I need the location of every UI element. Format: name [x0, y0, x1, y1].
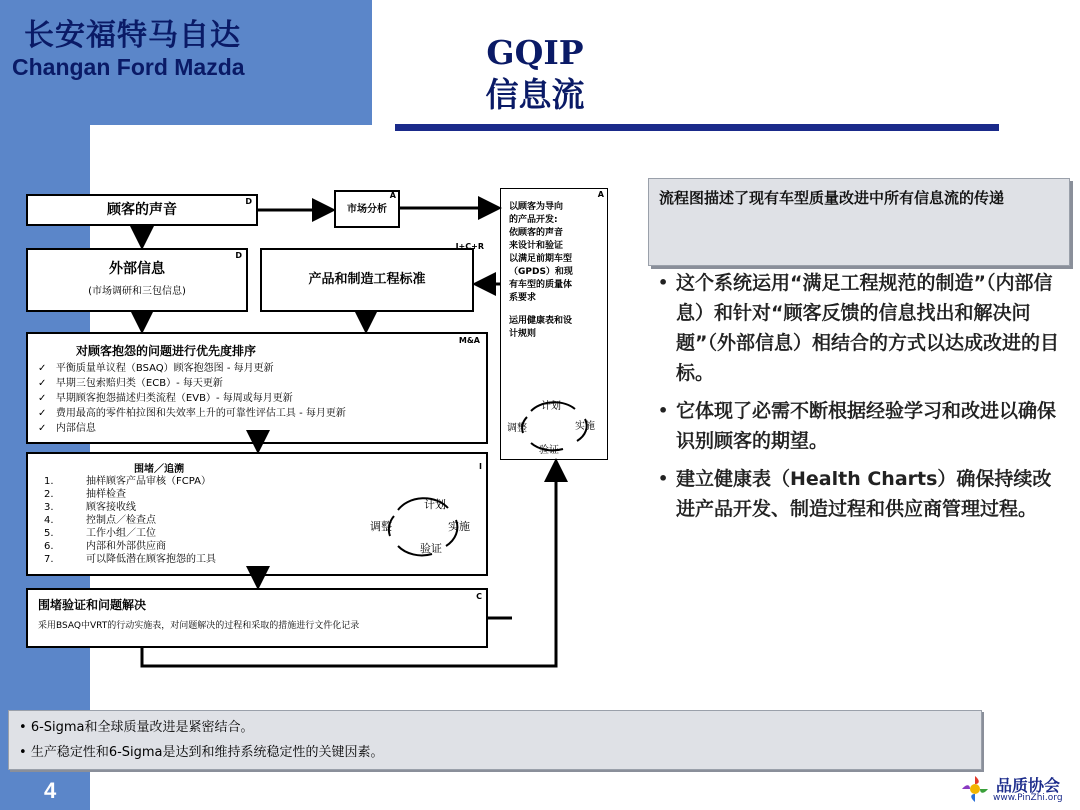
containment-item: 2. 抽样检查: [44, 489, 126, 500]
containment-tag: I: [479, 462, 482, 471]
loop-line-feedback: [142, 464, 556, 666]
watermark-name: 品质协会: [996, 776, 1061, 795]
priority-item: ✓ 早期顾客抱怨描述归类流程（EVB）- 每周或每月更新: [38, 393, 293, 404]
diagram-description-box: 流程图描述了现有车型质量改进中所有信息流的传递: [648, 178, 1070, 266]
verification-text: 采用BSAQ中VRT的行动实施表，对问题解决的过程和采取的措施进行文件化记录: [38, 621, 360, 631]
key-point-item: • 这个系统运用“满足工程规范的制造”（内部信息）和针对“顾客反馈的信息找出和解决问题”（外部信息）相结合的方式以达成改进的目标。: [656, 268, 1060, 388]
containment-item: 4. 控制点／检查点: [44, 515, 156, 526]
gpds-line: 来设计和验证: [509, 241, 564, 251]
gpds-line: 系要求: [509, 293, 537, 303]
containment-item: 7. 可以降低潜在顾客抱怨的工具: [44, 554, 216, 565]
external-info-sublabel: (市场调研和三包信息): [88, 286, 186, 297]
pinzhi-logo-icon: [958, 774, 992, 804]
containment-item: 6. 内部和外部供应商: [44, 541, 166, 552]
key-points-list: [656, 268, 1060, 532]
gpds-line: （GPDS）和现: [509, 267, 573, 277]
key-point-item: • 建立健康表（Health Charts）确保持续改进产品开发、制造过程和供应商管理过程。: [656, 464, 1060, 524]
footer-notes-box: [8, 710, 982, 770]
brand-name-chinese: 长安福特马自达: [24, 18, 241, 53]
containment-item: 1. 抽样顾客产品审核（FCPA）: [44, 476, 211, 487]
verification-tag: C: [476, 592, 482, 601]
footer-note: • 6-Sigma和全球质量改进是紧密结合。: [19, 720, 254, 735]
priority-item: ✓ 平衡质量单议程（BSAQ）顾客抱怨图 - 每月更新: [38, 363, 274, 374]
brand-name-english: Changan Ford Mazda: [12, 54, 245, 80]
gpds-line: 运用健康表和设: [509, 316, 573, 326]
page-number: 4: [44, 778, 57, 803]
containment-item: 3. 顾客接收线: [44, 502, 136, 513]
footer-note: • 生产稳定性和6-Sigma是达到和维持系统稳定性的关键因素。: [19, 745, 384, 760]
gpds-tag: A: [597, 190, 604, 199]
gpds-line: 以满足前期车型: [509, 254, 573, 264]
watermark-url: www.PinZhi.org: [993, 793, 1063, 803]
gpds-pdca-plan-label: 计划: [541, 401, 561, 412]
gpds-line: 计规则: [509, 329, 537, 339]
external-tag: D: [235, 251, 242, 260]
market-analysis-label: 市场分析: [347, 204, 387, 215]
standards-tag: I+C+R: [455, 242, 484, 251]
complaint-priority-title: 对顾客抱怨的问题进行优先度排序: [76, 344, 257, 358]
pdca-act-label: 调整: [370, 520, 392, 533]
voice-tag: D: [245, 197, 252, 206]
slide-title-line1: GQIP: [486, 33, 584, 72]
gpds-pdca-act-label: 调整: [507, 423, 527, 434]
priority-item: ✓ 费用最高的零件柏拉图和失效率上升的可靠性评估工具 - 每月更新: [38, 408, 346, 419]
priority-tag: M&A: [458, 336, 480, 345]
containment-item: 5. 工作小组／工位: [44, 528, 156, 539]
key-point-item: • 它体现了必需不断根据经验学习和改进以确保识别顾客的期望。: [656, 396, 1060, 456]
voice-of-customer-label: 顾客的声音: [107, 202, 177, 218]
pdca-do-label: 实施: [448, 520, 470, 533]
gpds-line: 依顾客的声音: [509, 228, 564, 238]
gpds-line: 有车型的质量体: [509, 280, 573, 290]
gpds-line: 的产品开发:: [509, 215, 558, 225]
gpds-pdca-do-label: 实施: [575, 421, 595, 432]
verification-title: 围堵验证和问题解决: [38, 598, 147, 612]
engineering-standards-label: 产品和制造工程标准: [308, 272, 426, 287]
priority-item: ✓ 内部信息: [38, 423, 96, 434]
priority-item: ✓ 早期三包索赔归类（ECB）- 每天更新: [38, 378, 223, 389]
gpds-pdca-check-label: 验证: [539, 445, 559, 455]
pdca-plan-label: 计划: [424, 498, 446, 511]
market-tag: A: [389, 191, 396, 200]
external-info-label: 外部信息: [109, 261, 165, 277]
pdca-check-label: 验证: [420, 542, 442, 555]
gpds-line: 以顾客为导向: [509, 202, 564, 212]
slide-title-line2: 信息流: [485, 75, 585, 114]
containment-title: 围堵／追溯: [134, 464, 184, 475]
